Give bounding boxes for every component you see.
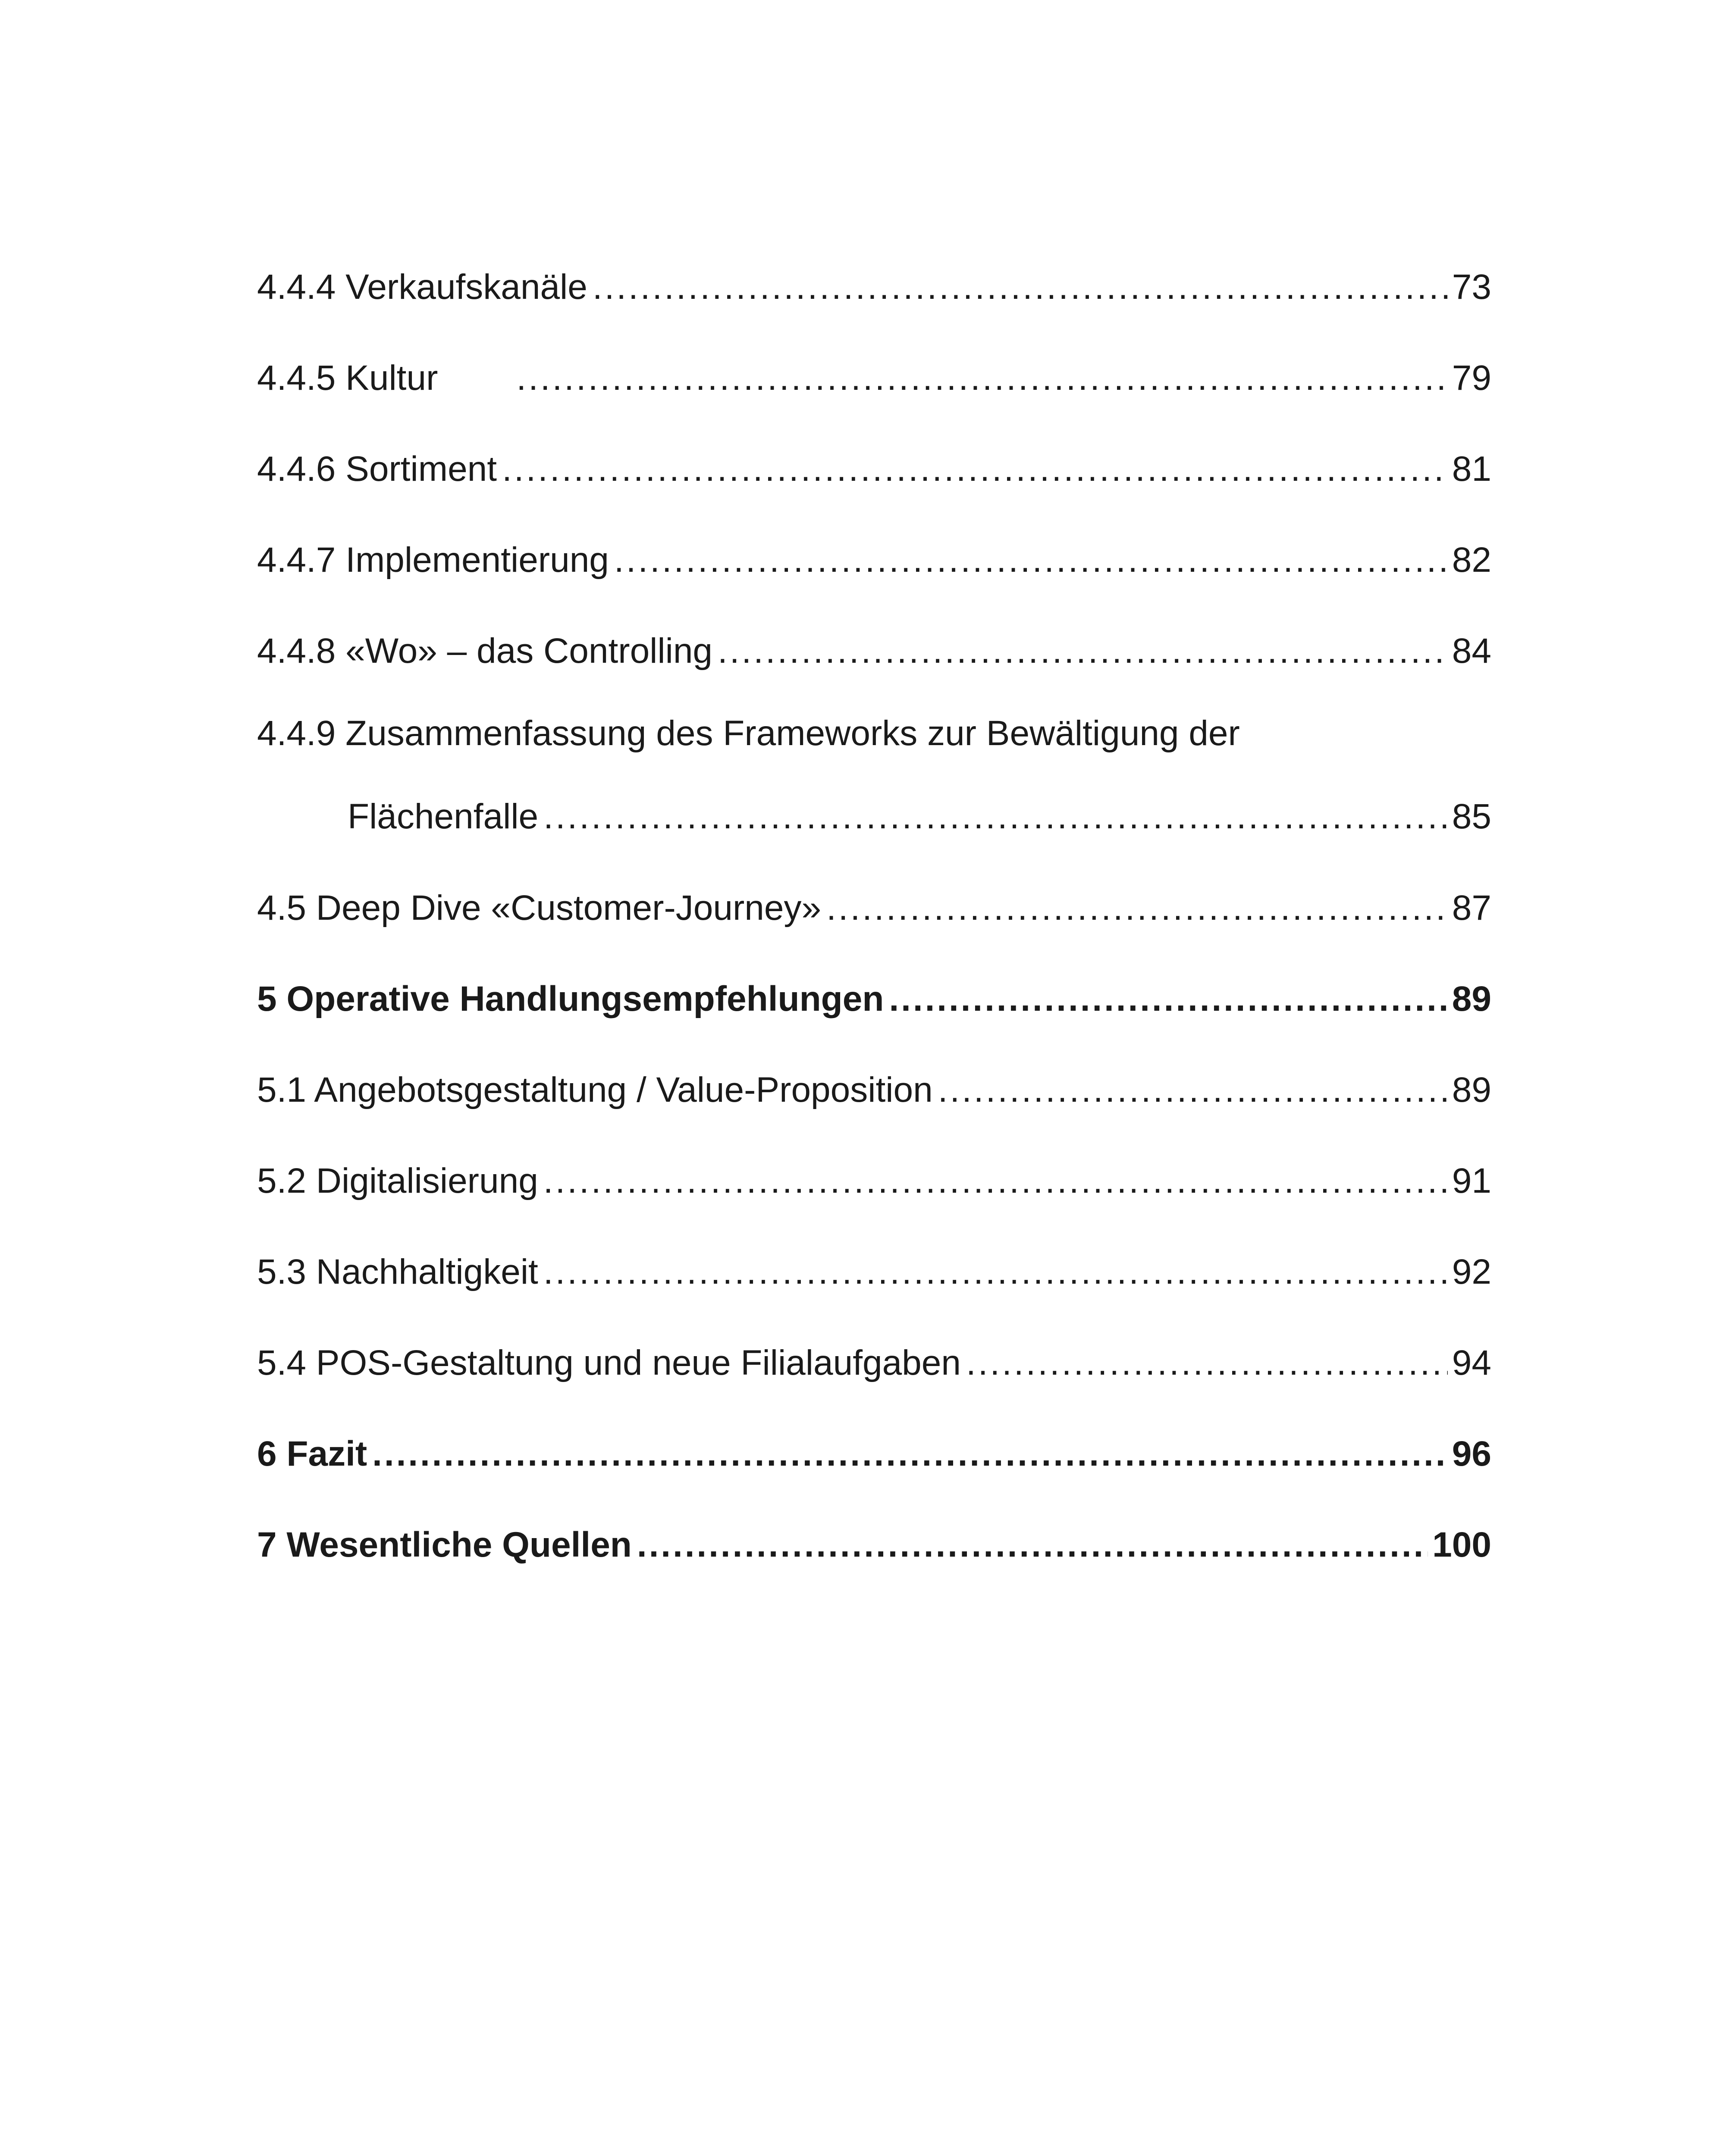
toc-entry-chapter[interactable]	[257, 953, 1491, 1044]
toc-dot-leader	[372, 1408, 1448, 1499]
toc-dot-leader	[543, 1226, 1448, 1317]
toc-entry[interactable]	[257, 696, 1491, 862]
toc-entry-chapter[interactable]	[257, 1408, 1491, 1499]
toc-page-number: 96	[1452, 1434, 1491, 1473]
toc-entry-title: 4.4.6 Sortiment	[257, 449, 497, 489]
toc-entry-title: 6 Fazit	[257, 1434, 367, 1473]
toc-dot-leader	[889, 953, 1447, 1044]
toc-entry-title: 5.1 Angebotsgestaltung / Value-Proposition	[257, 1070, 933, 1109]
toc-entry-title: 4.4.9 Zusammenfassung des Frameworks zur Bewältigung der	[257, 714, 1240, 753]
toc-entry[interactable]	[257, 423, 1491, 514]
toc-entry-title: 5.3 Nachhaltigkeit	[257, 1252, 538, 1291]
toc-entry-chapter[interactable]	[257, 1499, 1491, 1590]
toc-dot-leader	[543, 1135, 1448, 1226]
toc-page-number: 91	[1452, 1161, 1491, 1200]
toc-dot-leader	[637, 1499, 1428, 1590]
toc-dot-leader	[826, 862, 1448, 953]
toc-entry[interactable]	[257, 332, 1491, 423]
toc-dot-leader	[516, 332, 1447, 423]
toc-dot-leader	[614, 514, 1448, 605]
toc-dot-leader	[718, 605, 1448, 696]
toc-page-number: 84	[1452, 631, 1491, 671]
toc-dot-leader	[593, 241, 1448, 332]
table-of-contents	[257, 241, 1491, 1590]
toc-page-number: 85	[1452, 797, 1491, 836]
toc-entry-title: 4.5 Deep Dive «Customer-Journey»	[257, 888, 822, 928]
toc-entry[interactable]	[257, 605, 1491, 696]
toc-dot-leader	[966, 1317, 1448, 1408]
toc-entry-title: 4.4.5 Kultur	[257, 358, 438, 398]
toc-page-number: 94	[1452, 1343, 1491, 1382]
toc-entry-title: 5.4 POS-Gestaltung und neue Filialaufgaben	[257, 1343, 961, 1382]
toc-dot-leader	[543, 771, 1448, 862]
toc-entry-title: 7 Wesentliche Quellen	[257, 1525, 632, 1564]
toc-dot-leader	[938, 1044, 1448, 1135]
toc-dot-leader	[502, 423, 1448, 514]
toc-page-number: 79	[1452, 358, 1491, 398]
toc-entry-title: 4.4.7 Implementierung	[257, 540, 609, 580]
toc-entry[interactable]	[257, 1226, 1491, 1317]
toc-page-number: 73	[1452, 267, 1491, 307]
toc-page-number: 87	[1452, 888, 1491, 928]
toc-page-number: 82	[1452, 540, 1491, 580]
toc-entry-title: 4.4.4 Verkaufskanäle	[257, 267, 587, 307]
toc-page-number: 89	[1452, 979, 1491, 1018]
toc-entry[interactable]	[257, 862, 1491, 953]
toc-entry[interactable]	[257, 241, 1491, 332]
toc-entry-title: 4.4.8 «Wo» – das Controlling	[257, 631, 713, 671]
toc-page-number: 100	[1432, 1525, 1491, 1564]
toc-entry[interactable]	[257, 1135, 1491, 1226]
toc-entry[interactable]	[257, 1317, 1491, 1408]
toc-entry[interactable]	[257, 1044, 1491, 1135]
toc-page-number: 92	[1452, 1252, 1491, 1291]
toc-entry-title: 5 Operative Handlungsempfehlungen	[257, 979, 884, 1018]
toc-entry[interactable]	[257, 514, 1491, 605]
toc-page-number: 81	[1452, 449, 1491, 489]
toc-page-number: 89	[1452, 1070, 1491, 1109]
toc-entry-title-continuation: Flächenfalle	[348, 797, 539, 836]
toc-entry-title: 5.2 Digitalisierung	[257, 1161, 538, 1200]
